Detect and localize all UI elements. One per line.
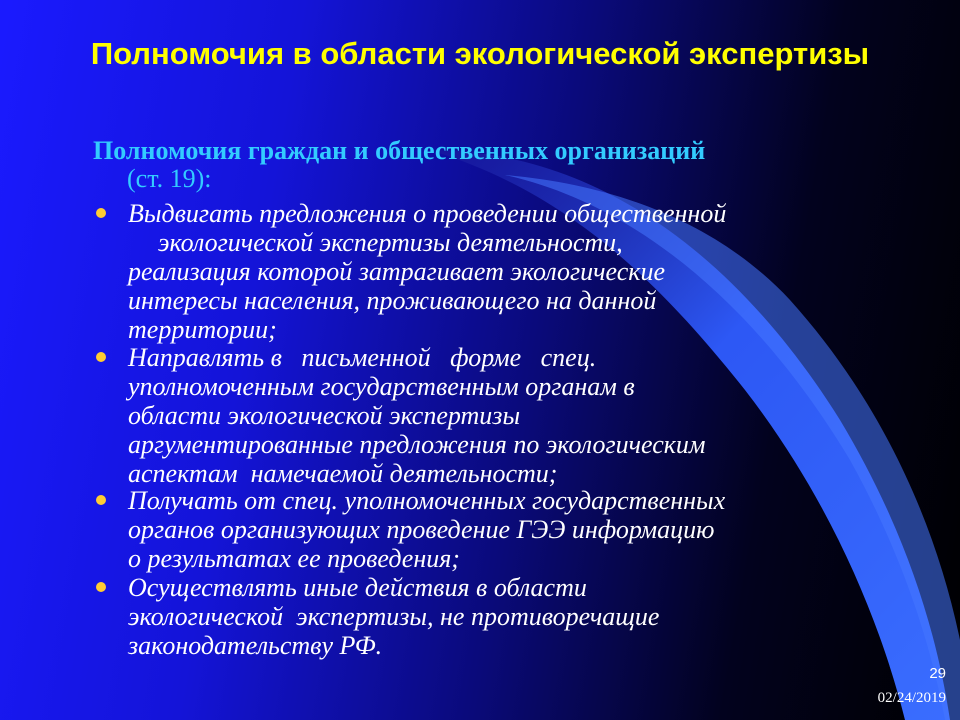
subtitle-article-ref: (ст. 19): <box>127 164 212 193</box>
bullet-icon <box>96 495 106 505</box>
bullet-line: о результатах ее проведения; <box>128 544 460 573</box>
bullet-line: Выдвигать предложения о проведении общественной <box>128 199 727 228</box>
bullet-line: области экологической экспертизы <box>128 401 521 430</box>
slide-date: 02/24/2019 <box>877 690 946 706</box>
bullet-item-receive <box>128 486 888 573</box>
subtitle-text: Полномочия граждан и общественных организаций <box>93 136 706 165</box>
bullet-item-send <box>128 343 888 488</box>
bullet-line: территории; <box>128 315 277 344</box>
bullet-icon <box>96 208 106 218</box>
bullet-line: органов организующих проведение ГЭЭ информацию <box>128 515 715 544</box>
bullet-line: аспектам намечаемой деятельности; <box>128 459 558 488</box>
bullet-icon <box>96 352 106 362</box>
bullet-line: реализация которой затрагивает экологические <box>128 257 665 286</box>
bullet-item-other-actions <box>128 573 888 660</box>
slide-number: 29 <box>929 665 946 682</box>
bullet-line: интересы населения, проживающего на данной <box>128 286 657 315</box>
bullet-line: экологической экспертизы деятельности, <box>158 228 623 257</box>
bullet-icon <box>96 582 106 592</box>
bullet-line: законодательству РФ. <box>128 631 383 660</box>
bullet-line: Направлять в письменной форме спец. <box>128 343 597 372</box>
slide-title: Полномочия в области экологической экспертизы <box>90 36 870 71</box>
bullet-line: экологической экспертизы, не противоречащие <box>128 602 660 631</box>
bullet-item-propose <box>128 199 888 344</box>
bullet-line: уполномоченным государственным органам в <box>128 372 635 401</box>
bullet-line: Получать от спец. уполномоченных государственных <box>128 486 726 515</box>
bullet-line: Осуществлять иные действия в области <box>128 573 587 602</box>
bullet-line: аргументированные предложения по экологическим <box>128 430 706 459</box>
